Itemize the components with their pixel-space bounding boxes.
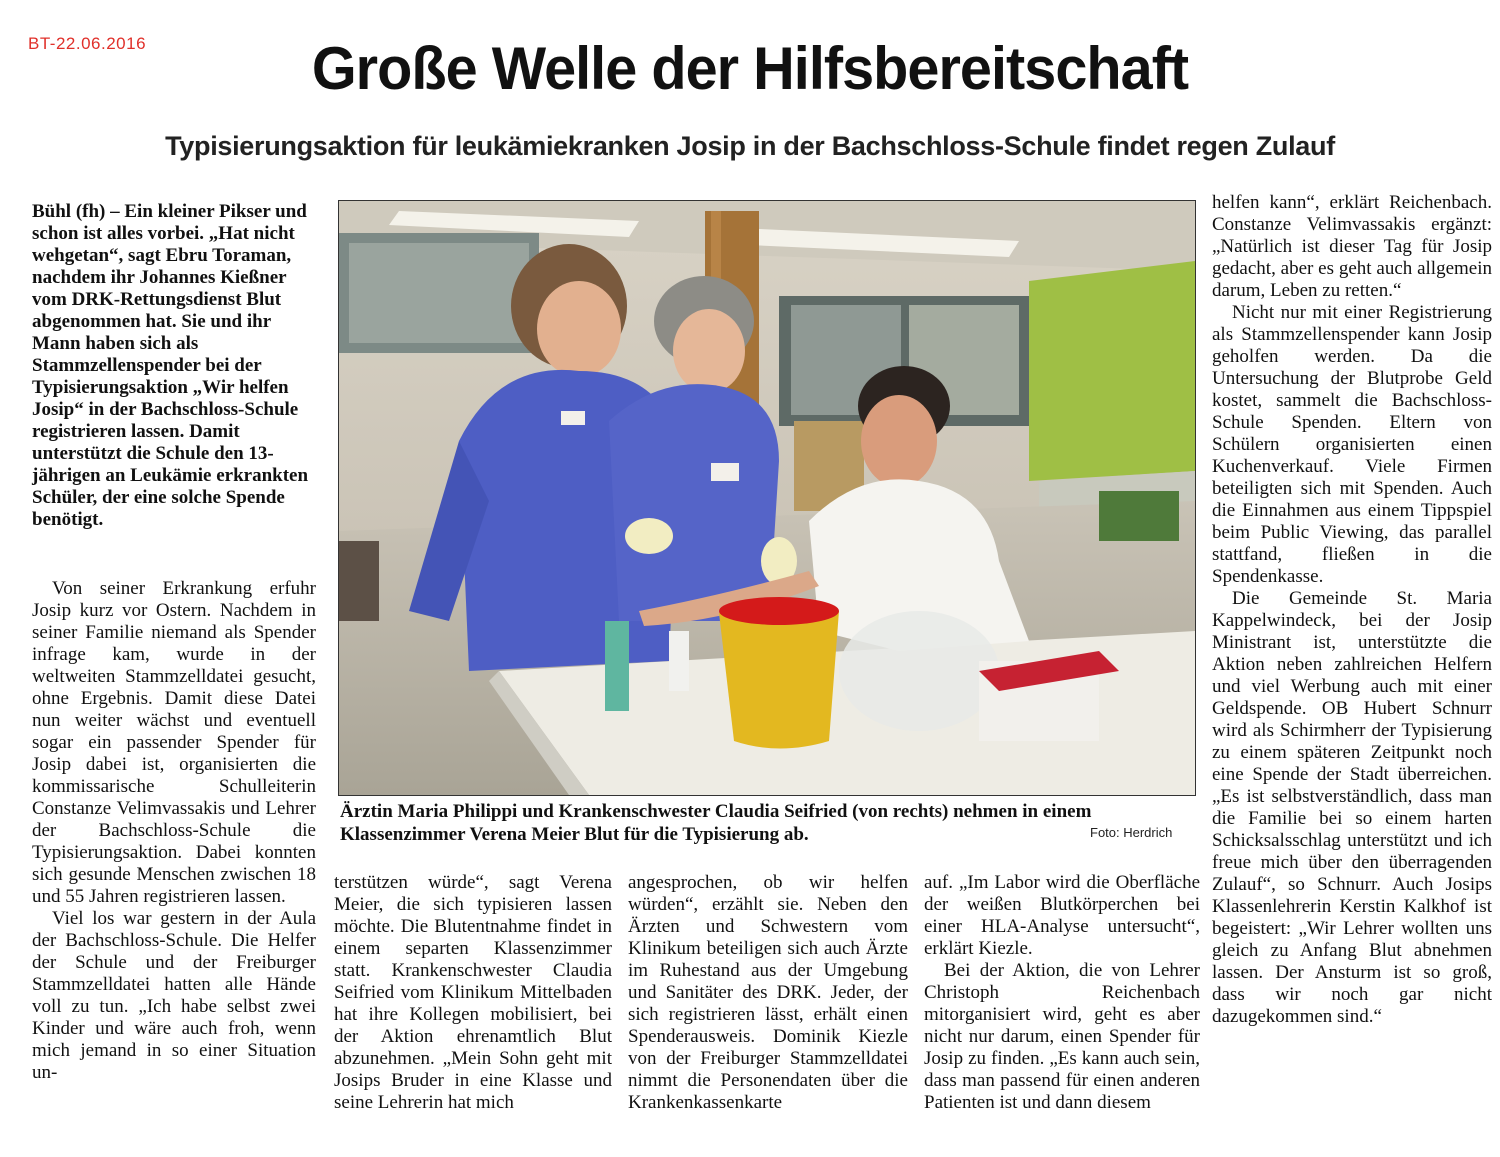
- article-column-5: [1212, 192, 1492, 1028]
- paragraph: auf. „Im Labor wird die Oberfläche der weißen Blutkörperchen bei einer HLA-Analyse untersucht“, erklärt Kiezle.: [924, 872, 1200, 959]
- article-lead: Bühl (fh) – Ein kleiner Pikser und schon ist alles vorbei. „Hat nicht wehgetan“, sagt Ebru Toraman, nachdem ihr Johannes Kießner vom DRK-Rettungsdienst Blut abgenommen hat. Sie und ihr Mann haben sich als Stammzellenspender bei der Typisierungsaktion „Wir helfen Josip“ in der Bachschloss-Schule registrieren lassen. Damit unterstützt die Schule den 13-jährigen an Leukämie erkrankten Schüler, der eine solche Spende benötigt.: [32, 201, 309, 530]
- paragraph: Viel los war gestern in der Aula der Bachschloss-Schule. Die Helfer der Schule und der Freiburger Stammzelldatei hatten alle Hände voll zu tun. „Ich habe selbst zwei Kinder und wäre auch froh, wenn mich jemand in so einer Situation un-: [32, 908, 316, 1083]
- article-column-1: [32, 201, 312, 531]
- article-photo: [338, 200, 1196, 796]
- article-column-3: [628, 872, 908, 1114]
- photo-credit: Foto: Herdrich: [1090, 825, 1173, 840]
- paragraph: helfen kann“, erklärt Reichenbach. Constanze Velimvassakis ergänzt: „Natürlich ist dieser Tag für Josip gedacht, aber es geht auch allgemein darum, Leben zu retten.“: [1212, 192, 1492, 301]
- paragraph: Die Gemeinde St. Maria Kappelwindeck, bei der Josip Ministrant ist, unterstützte die Aktion neben zahlreichen Helfern und viel Werbung auch mit einer Geldspende. OB Hubert Schnurr wird als Schirmherr der Typisierung zu einem späteren Zeitpunkt noch eine Spende der Stadt überreichen. „Es ist selbstverständlich, dass man die Familie bei so einem harten Schicksalsschlag unterstützt und ich freue mich über den überragenden Zulauf“, so Schnurr. Auch Josips Klassenlehrerin Kerstin Kalkhof ist begeistert: „Wir Lehrer wollten uns gleich zu Anfang Blut abnehmen lassen. Der Ansturm ist so groß, dass wir noch gar nicht dazugekommen sind.“: [1212, 588, 1492, 1027]
- subheadline: Typisierungsaktion für leukämiekranken Josip in der Bachschloss-Schule findet regen Zulauf: [165, 131, 1335, 161]
- paragraph: Bei der Aktion, die von Lehrer Christoph Reichenbach mitorganisiert wird, geht es aber nicht nur darum, einen Spender für Josip zu finden. „Es kann auch sein, dass man passend für einen anderen Patienten ist und dann diesem: [924, 960, 1200, 1113]
- paragraph: Von seiner Erkrankung erfuhr Josip kurz vor Ostern. Nachdem in seiner Familie niemand als Spender infrage kam, wurde in der weltweiten Stammzelldatei gesucht, ohne Ergebnis. Damit diese Datei nun weiter wächst und eventuell sogar ein passender Spender für Josip dabei ist, organisierten die kommissarische Schulleiterin Constanze Velimvassakis und Lehrer der Bachschloss-Schule die Typisierungsaktion. Dabei konnten sich gesunde Menschen zwischen 18 und 55 Jahren registrieren lassen.: [32, 578, 316, 907]
- photo-blood-draw-illustration: [339, 201, 1195, 795]
- date-stamp: BT-22.06.2016: [28, 34, 147, 53]
- paragraph: Nicht nur mit einer Registrierung als Stammzellenspender kann Josip geholfen werden. Da die Untersuchung der Blutprobe Geld kostet, sammelt die Bachschloss-Schule Spenden. Eltern von Schülern organisierten einen Kuchenverkauf. Viele Firmen beteiligten sich mit Spenden. Auch die Einnahmen aus einem Tippspiel beim Public Viewing, das parallel stattfand, fließen in die Spendenkasse.: [1212, 302, 1492, 587]
- headline: Große Welle der Hilfsbereitschaft: [311, 35, 1189, 102]
- photo-caption: Ärztin Maria Philippi und Krankenschwester Claudia Seifried (von rechts) nehmen in einem Klassenzimmer Verena Meier Blut für die Typisierung ab.: [340, 801, 1092, 845]
- paragraph: terstützen würde“, sagt Verena Meier, die sich typisieren lassen möchte. Die Blutentnahme findet in einem separten Klassenzimmer statt. Krankenschwester Claudia Seifried vom Klinikum Mittelbaden hat ihre Kollegen mobilisiert, bei der Aktion ehrenamtlich Blut abzunehmen. „Mein Sohn geht mit Josips Bruder in eine Klasse und seine Lehrerin hat mich: [334, 872, 612, 1113]
- paragraph: angesprochen, ob wir helfen würden“, erzählt sie. Neben den Ärzten und Schwestern vom Klinikum beteiligen sich auch Ärzte im Ruhestand aus der Umgebung und Sanitäter des DRK. Jeder, der sich registrieren lässt, erhält einen Spenderausweis. Dominik Kiezle von der Freiburger Stammzelldatei nimmt die Personendaten über die Krankenkassenkarte: [628, 872, 908, 1113]
- article-column-2: [334, 872, 612, 1114]
- article-column-1-body: [32, 578, 316, 1084]
- article-column-4: [924, 872, 1200, 1114]
